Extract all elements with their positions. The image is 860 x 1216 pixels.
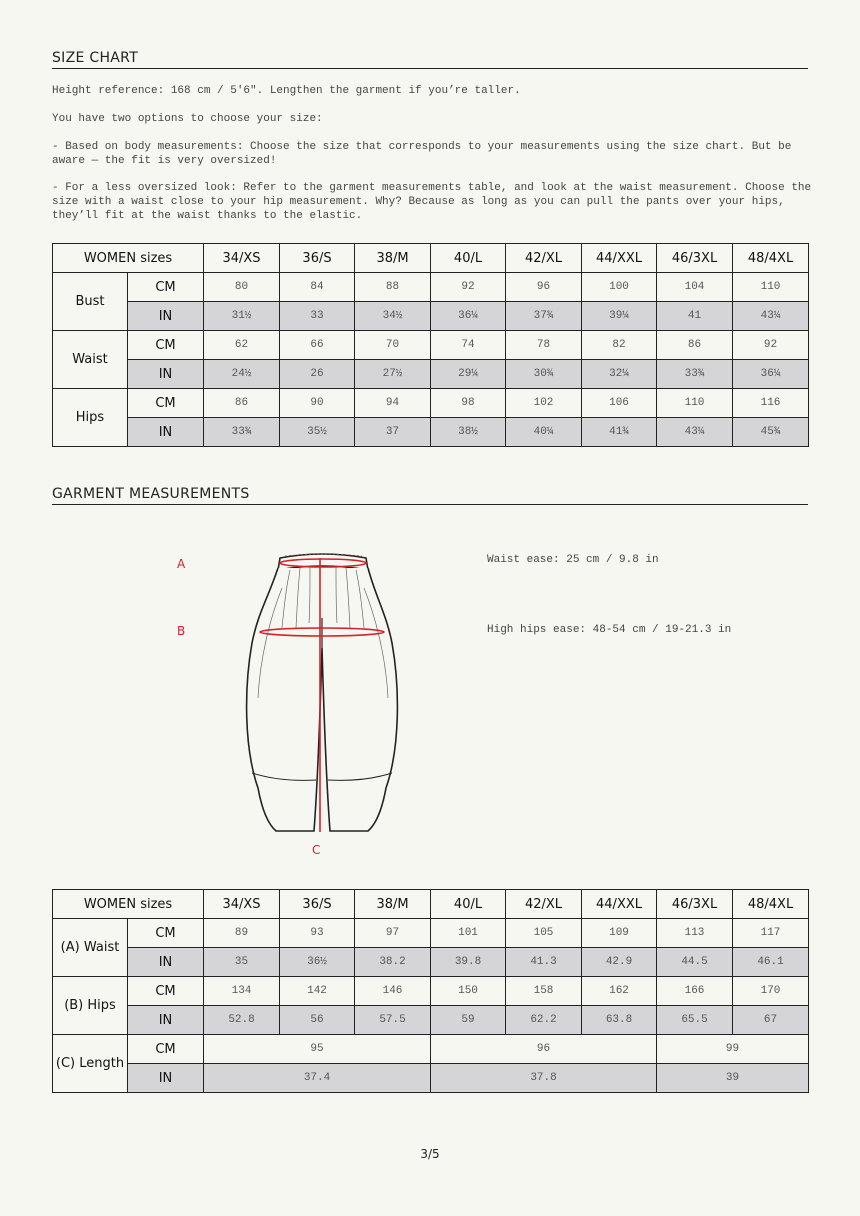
table-cell: 56 (280, 1006, 355, 1035)
table-cell: 99 (657, 1035, 809, 1064)
table-cell: 98 (431, 389, 506, 418)
table-cell: 59 (431, 1006, 506, 1035)
unit-cm: CM (128, 977, 204, 1006)
height-reference-text: Height reference: 168 cm / 5'6". Lengthen the garment if you’re taller. (52, 85, 521, 97)
size-header: 42/XL (506, 244, 582, 273)
unit-cm: CM (128, 331, 204, 360)
table-cell: 26 (280, 360, 355, 389)
table-cell: 33¾ (204, 418, 280, 447)
table-cell: 146 (355, 977, 431, 1006)
table-cell: 37.4 (204, 1064, 431, 1093)
table-cell: 36½ (280, 948, 355, 977)
table-cell: 37 (355, 418, 431, 447)
table-cell: 32¼ (582, 360, 657, 389)
page-number: 3/5 (420, 1147, 440, 1161)
table-cell: 39 (657, 1064, 809, 1093)
table-row (53, 977, 809, 1006)
table-cell: 45¾ (733, 418, 809, 447)
unit-in: IN (128, 948, 204, 977)
unit-in: IN (128, 302, 204, 331)
table-cell: 41.3 (506, 948, 582, 977)
waist-ease-text: Waist ease: 25 cm / 9.8 in (487, 554, 659, 566)
table-cell: 109 (582, 919, 657, 948)
table-cell: 78 (506, 331, 582, 360)
garment-measurements-table (52, 889, 809, 1093)
pants-illustration (240, 548, 405, 838)
size-header: 40/L (431, 244, 506, 273)
table-cell: 162 (582, 977, 657, 1006)
table-row (53, 389, 809, 418)
option-body-measurements-text: - Based on body measurements: Choose the size that corresponds to your measurements using the size chart. But be aware — the fit is very oversized! (52, 141, 792, 167)
table-cell: 44.5 (657, 948, 733, 977)
table-cell: 74 (431, 331, 506, 360)
size-header: 46/3XL (657, 244, 733, 273)
size-chart-table (52, 243, 809, 447)
table-cell: 36¼ (431, 302, 506, 331)
table-cell: 90 (280, 389, 355, 418)
table-cell: 67 (733, 1006, 809, 1035)
row-label-bust: Bust (53, 273, 128, 331)
table-cell: 142 (280, 977, 355, 1006)
table-cell: 57.5 (355, 1006, 431, 1035)
table-cell: 40¼ (506, 418, 582, 447)
table-cell: 39.8 (431, 948, 506, 977)
table-cell: 70 (355, 331, 431, 360)
table-cell: 97 (355, 919, 431, 948)
size-header: 42/XL (506, 890, 582, 919)
table-cell: 166 (657, 977, 733, 1006)
table-cell: 38.2 (355, 948, 431, 977)
table-cell: 43¼ (657, 418, 733, 447)
size-header: 36/S (280, 890, 355, 919)
table-cell: 89 (204, 919, 280, 948)
table-cell: 38½ (431, 418, 506, 447)
size-header: 36/S (280, 244, 355, 273)
table-cell: 34½ (355, 302, 431, 331)
table-cell: 52.8 (204, 1006, 280, 1035)
table-cell: 113 (657, 919, 733, 948)
table-cell: 43¼ (733, 302, 809, 331)
table-cell: 100 (582, 273, 657, 302)
table-row (53, 1006, 809, 1035)
size-header: 34/XS (204, 890, 280, 919)
unit-cm: CM (128, 389, 204, 418)
pants-silhouette (247, 568, 398, 831)
table-cell: 86 (657, 331, 733, 360)
table-cell: 62 (204, 331, 280, 360)
table-cell: 27½ (355, 360, 431, 389)
unit-cm: CM (128, 919, 204, 948)
garment-measurements-title: GARMENT MEASUREMENTS (52, 486, 808, 505)
hips-ease-text: High hips ease: 48-54 cm / 19-21.3 in (487, 624, 732, 636)
table-cell: 37.8 (431, 1064, 657, 1093)
table-cell: 93 (280, 919, 355, 948)
table-cell: 105 (506, 919, 582, 948)
table-cell: 37¾ (506, 302, 582, 331)
table-cell: 82 (582, 331, 657, 360)
table-cell: 92 (431, 273, 506, 302)
table-cell: 65.5 (657, 1006, 733, 1035)
size-header: 44/XXL (582, 244, 657, 273)
table-row (53, 331, 809, 360)
table-cell: 88 (355, 273, 431, 302)
row-label-hips: Hips (53, 389, 128, 447)
table-cell: 66 (280, 331, 355, 360)
size-header: 48/4XL (733, 244, 809, 273)
table-cell: 35½ (280, 418, 355, 447)
marker-a-label: A (177, 557, 186, 571)
row-label-hips: (B) Hips (53, 977, 128, 1035)
unit-cm: CM (128, 1035, 204, 1064)
table-cell: 134 (204, 977, 280, 1006)
table-row (53, 1035, 809, 1064)
table-cell: 158 (506, 977, 582, 1006)
table-row (53, 1064, 809, 1093)
table-cell: 170 (733, 977, 809, 1006)
table-row (53, 360, 809, 389)
table-cell: 84 (280, 273, 355, 302)
table-cell: 110 (657, 389, 733, 418)
table-cell: 42.9 (582, 948, 657, 977)
unit-in: IN (128, 1006, 204, 1035)
table-cell: 86 (204, 389, 280, 418)
row-label-length: (C) Length (53, 1035, 128, 1093)
header-row (53, 890, 809, 919)
marker-c-label: C (312, 843, 321, 857)
table-cell: 36¼ (733, 360, 809, 389)
size-chart-title: SIZE CHART (52, 50, 808, 69)
table-cell: 116 (733, 389, 809, 418)
table-cell: 63.8 (582, 1006, 657, 1035)
table-row (53, 948, 809, 977)
table-cell: 41¾ (582, 418, 657, 447)
unit-in: IN (128, 418, 204, 447)
table-cell: 104 (657, 273, 733, 302)
table-cell: 92 (733, 331, 809, 360)
table-row (53, 302, 809, 331)
table-cell: 106 (582, 389, 657, 418)
table-cell: 35 (204, 948, 280, 977)
size-header: 46/3XL (657, 890, 733, 919)
table-cell: 101 (431, 919, 506, 948)
table-cell: 80 (204, 273, 280, 302)
table-cell: 96 (506, 273, 582, 302)
unit-in: IN (128, 1064, 204, 1093)
unit-in: IN (128, 360, 204, 389)
size-header: 40/L (431, 890, 506, 919)
row-label-waist: Waist (53, 331, 128, 389)
table-cell: 110 (733, 273, 809, 302)
size-header: 38/M (355, 244, 431, 273)
table-cell: 150 (431, 977, 506, 1006)
table-row (53, 919, 809, 948)
header-row (53, 244, 809, 273)
table-cell: 33 (280, 302, 355, 331)
table-cell: 46.1 (733, 948, 809, 977)
table-corner: WOMEN sizes (53, 244, 204, 273)
size-header: 34/XS (204, 244, 280, 273)
unit-cm: CM (128, 273, 204, 302)
table-cell: 29¼ (431, 360, 506, 389)
two-options-text: You have two options to choose your size: (52, 113, 323, 125)
table-cell: 33¾ (657, 360, 733, 389)
table-cell: 62.2 (506, 1006, 582, 1035)
table-row (53, 418, 809, 447)
table-cell: 117 (733, 919, 809, 948)
table-cell: 41 (657, 302, 733, 331)
table-cell: 30¾ (506, 360, 582, 389)
size-header: 44/XXL (582, 890, 657, 919)
table-cell: 96 (431, 1035, 657, 1064)
table-cell: 102 (506, 389, 582, 418)
table-corner: WOMEN sizes (53, 890, 204, 919)
table-row (53, 273, 809, 302)
table-cell: 24½ (204, 360, 280, 389)
option-less-oversized-text: - For a less oversized look: Refer to the garment measurements table, and look at the waist measurement. Choose the size with a waist close to your hip measurement. Why? Because as long as you can pull the pants over your hips, they’ll fit at the waist thanks to the elastic. (52, 182, 812, 222)
table-cell: 39¼ (582, 302, 657, 331)
size-header: 38/M (355, 890, 431, 919)
row-label-waist: (A) Waist (53, 919, 128, 977)
table-cell: 95 (204, 1035, 431, 1064)
table-cell: 94 (355, 389, 431, 418)
table-cell: 31½ (204, 302, 280, 331)
marker-b-label: B (177, 624, 186, 638)
size-header: 48/4XL (733, 890, 809, 919)
